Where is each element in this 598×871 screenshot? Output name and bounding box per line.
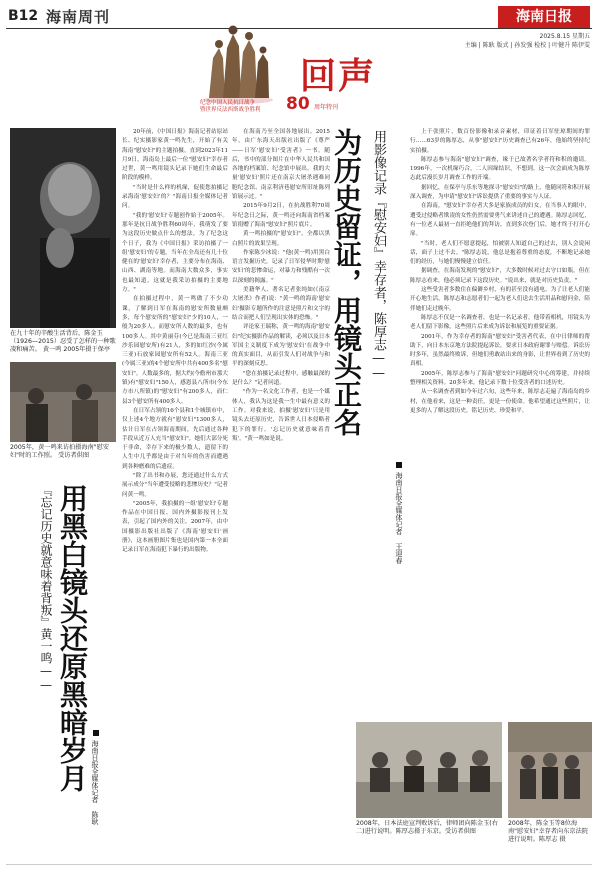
right-byline: 海南日报全媒体记者 王迎春 [395, 472, 403, 564]
paragraph: 在海南，"慰安妇"幸存者大多是家族成员的妇女，在当事人的眼中，遭受过侵略者欺凌的女性仍然需要勇气来讲述自己的遭遇。陈厚志回忆，有一位老人最初一直拒绝他们的拜访，直到多次登门后，她才终于打开心扉。 [410, 203, 590, 238]
photo-caption: 2008年，日本法庭宣判败诉后，律师团向陈金玉(右二)进行说明。陈厚志摄于东京。受访者供图 [356, 820, 498, 836]
paragraph: 从一名调查者到如今年过六旬，这些年来，陈厚志走遍了海南岛的乡村，在他看来，这是一种责任，更是一份使命。他希望通过这些照片，让更多的人了解这段历史，铭记历史、珍爱和平。 [410, 389, 590, 414]
paragraph: "当时是什么样的机缘，促使您拍摄记录海南'慰安妇'的？"海南日报全媒体记者问。 [122, 184, 228, 210]
anniversary-line-2: 暨世界反法西斯战争胜利 [200, 107, 261, 113]
paragraph: 在海南乃至全国各地展出。2015年，由广东海天出版社出版了《尊严——日军'慰安妇'受害者》一书。随后，书中的部分图片在中华人民共和国各地的档案馆、纪念馆中展出。我的大量'慰安妇'照片还在南京大屠杀遇难同胞纪念馆、南京利济巷慰安所旧址陈列馆展示过。" [232, 129, 330, 201]
paragraph: 据调查，在海南发现的"慰安妇"，大多数时候对过去守口如瓶，但在陈厚志看来，他必须记录下这段历史。"说出来，就是对历史负责。" [410, 268, 590, 284]
paragraph: "2005年，我拍摄的一组'慰安妇'专题作品在中国日报、国内外摄影报刊上发表，引起了国内外的关注。2007年，由中国摄影出版社出版了《海南'慰安妇'画册》，这本画册图片集也是国内第一本全面记录日军在海南犯下暴行的出版物。 [122, 500, 228, 554]
press-conference-photo [356, 722, 502, 818]
article-column-c [410, 128, 590, 718]
paragraph: 陈厚志参与海南"慰安妇"调查，缘于已故著名学者符和积的邀请。1996年，一次机缘巧合，二人因缘结识，不想到，这一次会面成为陈厚志此后漫长岁月调查工作的开端。 [410, 156, 590, 182]
paragraph: 黄一鸣拍摄的"慰安妇"，全都以黑白照片的效果呈现。 [232, 231, 330, 247]
paragraph: 据回忆，在保亭与乐东等地探寻"慰安妇"的路上，他随同符和积开展深入调查，为申请"慰安妇"诉讼提供了重要的事实与人证。 [410, 184, 590, 201]
paragraph: "除了出书和办展，您还通过什么方式展示成分"当年遭受侵略的悲惨历史？"记者问黄一鸣。 [122, 472, 228, 498]
anniversary-suffix: 周年特刊 [314, 104, 339, 111]
paragraph: 这些受害者多数住在偏僻乡村，有的甚至没有通电。为了让老人们能开心地生活，陈厚志和志愿者们一起为老人们送去生活用品和慰问金，陪伴她们走过晚年。 [410, 287, 590, 312]
article-column-b [232, 128, 330, 850]
paragraph: 陈厚志不仅是一名调查者，也是一名记录者。他带着相机，用镜头为老人们留下影像，这些照片后来成为诉讼和展览的重要证据。 [410, 314, 590, 331]
group-photo [508, 722, 592, 818]
paragraph: "当时，老人们不愿意提起，怕被别人知道自己的过去，别人会说闲话，面子上过不去。"陈厚志说，他总是抱着尊重的态度，不断地记录她们的经历，与她们慢慢建立信任。 [410, 240, 590, 266]
paragraph: 2001年，作为幸存者的海南"慰安妇"受害者代表，在中日律师的帮助下，向日本东京地方法院提起诉讼，要求日本政府谢罪与赔偿。诉讼历时多年，虽然最终败诉，但她们勇敢站出来的身影，让世界看到了历史的真相。 [410, 333, 590, 368]
left-subtitle: 『忘记历史就意味着背叛』黄一鸣—— [39, 484, 53, 692]
photo-caption: 在九十年的辛酸生活背后，陈金玉（1926—2015）忍受了怎样的一种歌凌和痛苦。 黄一鸣 2005年摄于保亭 [10, 330, 116, 354]
article-column-a [122, 128, 228, 850]
paragraph: 上千张照片，数百份影像和录音素材，印证着日军驻琼期间的罪行……63岁的陈厚志，从事"慰安妇"历史调查已有26年，他始终坚持纪实拍摄。 [410, 129, 590, 154]
footer-rule [6, 864, 592, 865]
paragraph: "我的'慰安妇'专题创作始于2005年。那年是抗日战争胜利60周年，我萌发了要为这段历史做点什么的想法。为了纪念这个日子，我为《中国日报》采访拍摄了一组'慰安妇'的专题。当年在全岛还有几十位健在的'慰安妇'幸存者，主要分布在海南、山西、湖南等地。而海南大数众多，事实也最知道，这就是我采访拍摄的主要地方。" [122, 212, 228, 294]
paragraph: 20年前，《中国日报》海南记者站原站长、纪实摄影家黄一鸣先生，开始了有关海南"慰安妇"的主题拍摄。直到2023年11月9日，海南岛上最后一位"慰安妇"幸存者过世，黄一鸣用镜头记录下她们生命最后阶段的模样。 [122, 129, 228, 182]
anniversary-number: 80 [286, 94, 310, 114]
daily-logo: 海南日报 [498, 6, 590, 28]
weekly-logo: 海南周刊 [46, 8, 111, 26]
page-number: B12 [8, 8, 39, 24]
editor-credits: 主编 | 陈耿 版式 | 孙发强 检校 | 叶健升 陈伊雯 [464, 42, 590, 49]
byline-square-icon [396, 462, 402, 468]
header-rule [6, 28, 592, 29]
left-byline: 海南日报全媒体记者 陈耿 [91, 740, 99, 825]
fieldwork-photo [10, 362, 116, 442]
paragraph: 2005年，陈厚志参与了海南"慰安妇"问题研究中心的筹建，并持续整理相关资料。20多年来，他记录下数十位受害者的口述历史。 [410, 370, 590, 387]
paragraph: 在日军占领的16个县和1个城镇市中，仅上述4个地方就有"慰安妇"1300多人，估计日军在占领海南期间，先后通过各种手段从近万人充当"慰安妇"。她们大部分死于非命，幸存下来的极少数人，遗留下的人生中几乎都是由于对当年的伤害而遭遇到各种磨难的后遗症。 [122, 407, 228, 470]
memorial-sculpture-image [203, 18, 273, 104]
anniversary-line-1: 纪念中国人民抗日战争 [200, 100, 256, 106]
byline-square-icon [93, 730, 99, 736]
left-headline: 用黑白镜头还原黑暗岁月 [56, 484, 89, 792]
right-headline: 为历史留证，用镜头正名 [330, 128, 363, 436]
paragraph: 2015年9月2日，在抗战胜利70周年纪念日之际，黄一鸣还向海南省档案馆捐赠了海南"慰安妇"照片底片。 [232, 203, 330, 228]
paragraph: 在拍摄过程中，黄一鸣做了不少功课，了解到日军在海南的慰安所数量颇多，每个慰安所的"慰安妇"少的10人，一般为20多人。而慰安所人数的最多，也有100多人。其中黄丽芬(今已是海南三亚红沙乐园慰安所)有21人，多的如红沙(今属三亚)石放家园慰安所有52人。海南三亚(今属三亚)的4个慰安所中共有400多名"慰安妇"。人数最多的，据大约(今儋州市那大镇)有"慰安妇"150人，感恩县八所市(今东方市八所镇)的"慰安妇"有200多人，而仁县3个慰安所有400多人。 [122, 296, 228, 405]
portrait-photo [10, 128, 116, 328]
photo-caption: 2005年，黄一鸣来访拍摄海南"慰安妇"时的工作照。 受访者供图 [10, 444, 110, 460]
paragraph: 美籍华人、著名记者张纯如(《南京大屠杀》作者)说："黄一鸣的海南'慰安妇'摄影专题所作的注意是照片和文字的结合而把人们呈现出实体的恐怖。" [232, 287, 330, 321]
photo-caption: 2008年，陈金玉等8位海南"慰安妇"幸存者向东京法院进行说明。陈厚志 摄 [508, 820, 588, 844]
paragraph: "您在拍摄记录过程中，感触最深的是什么？"记者问道。 [232, 370, 330, 387]
right-subtitle: 用影像记录『慰安妇』幸存者，陈厚志—— [371, 130, 386, 381]
section-title: 回声 [300, 55, 377, 97]
paragraph: "作为一名文化工作者，也是一个媒体人，我认为这是我一生中最有意义的工作。对我来说，拍摄'慰安妇'只是用镜头去还原历史，告诉世人日本侵略者犯下的罪行。'忘记历史就意味着背叛'。"黄一鸣如是说。 [232, 389, 330, 442]
anniversary-text [200, 100, 286, 114]
paragraph: 评论家王瑞称，黄一鸣的海南"慰安妇"纪实摄影作品的解读，必须以及日本军国主义制度下成为'慰安妇'在战争中的真实面目，从而引发人们对战争与和平的深刻反思。 [232, 324, 330, 368]
issue-date: 2025.8.15 星期五 [539, 33, 590, 40]
paragraph: 作家陈少冰说："他(黄一鸣)用黑白语言发掘历史，记录了日军侵华时期'慰安妇'的悲惨命运，对暴力和残酷有一次以深刻的揭露。" [232, 249, 330, 284]
